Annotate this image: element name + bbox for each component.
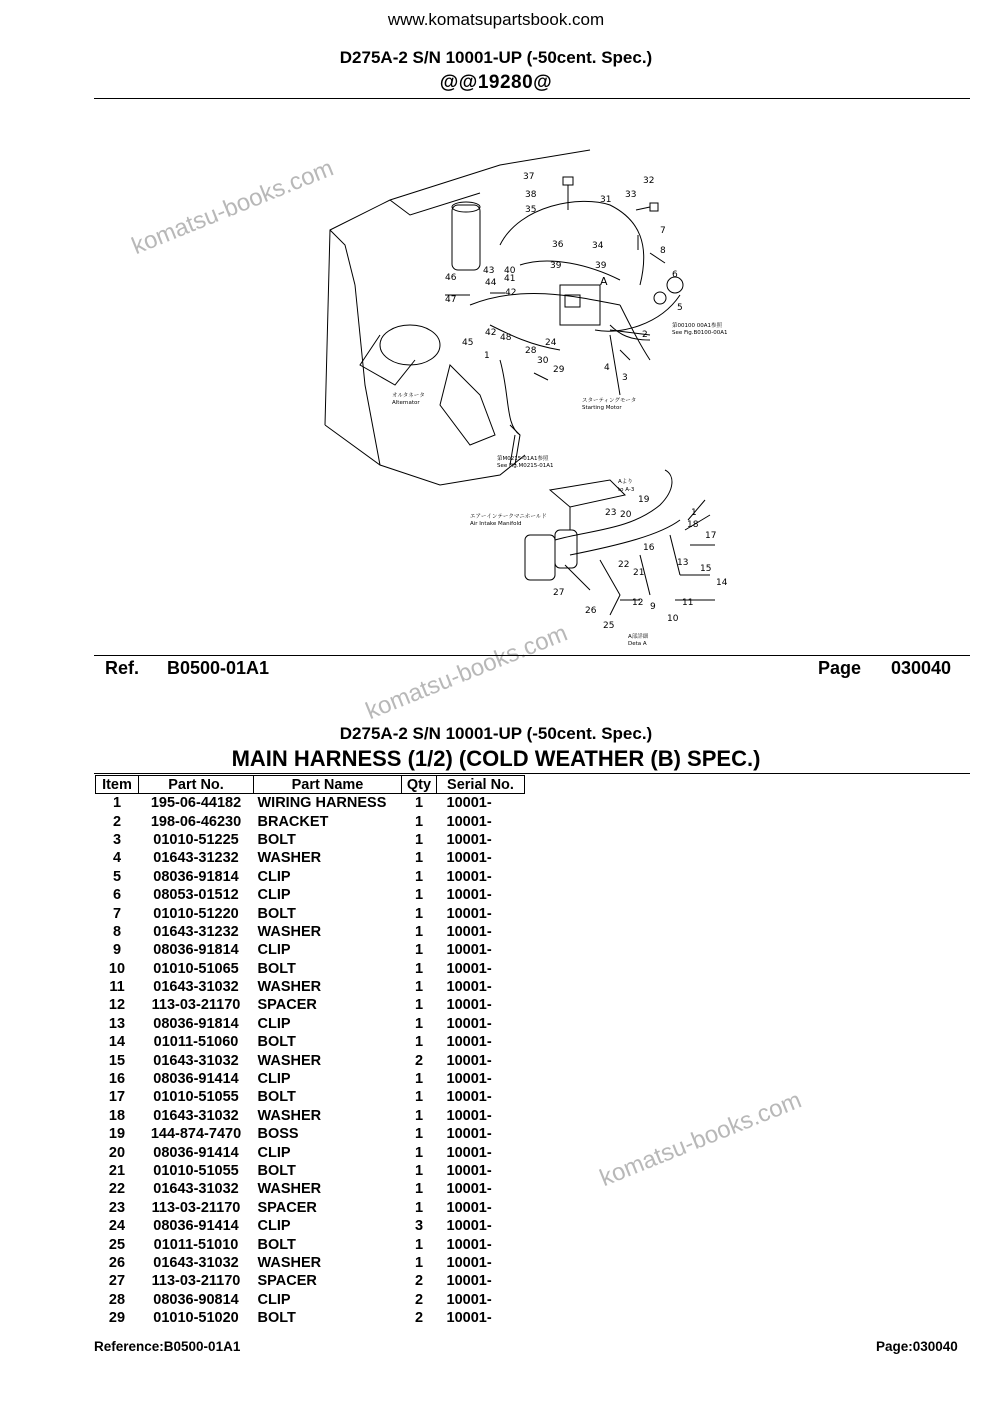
note-alternator-jp: オルタネータ xyxy=(392,393,425,399)
table-row xyxy=(96,1051,525,1069)
cell-part-name: BOLT xyxy=(257,831,296,848)
table-row xyxy=(96,1143,525,1161)
cell-part-no: 08036-91814 xyxy=(153,868,239,885)
site-url: www.komatsupartsbook.com xyxy=(387,10,605,29)
callout-15: 15 xyxy=(700,564,712,574)
callout-18: 18 xyxy=(687,520,699,530)
cell-part-name: CLIP xyxy=(257,887,291,904)
cell-qty: 1 xyxy=(414,1034,424,1051)
table-row xyxy=(96,794,525,813)
cell-qty: 2 xyxy=(414,1273,424,1290)
cell-item: 12 xyxy=(108,997,126,1014)
cell-qty: 1 xyxy=(414,1163,424,1179)
cell-serial-no: 10001- xyxy=(446,1052,492,1069)
cell-part-no: 01010-51055 xyxy=(153,1163,239,1179)
cell-qty: 1 xyxy=(414,960,424,977)
cell-part-name: BOLT xyxy=(257,1034,296,1051)
cell-part-name: CLIP xyxy=(257,1218,291,1235)
cell-qty: 1 xyxy=(414,1015,424,1032)
callout-7: 7 xyxy=(660,226,666,236)
cell-qty: 2 xyxy=(414,1291,424,1308)
cell-part-name: WASHER xyxy=(257,1181,322,1198)
cell-part-name: CLIP xyxy=(257,942,291,959)
callout-16: 16 xyxy=(643,543,655,553)
cell-item: 16 xyxy=(108,1071,126,1088)
page-value: 030040 xyxy=(891,658,952,678)
cell-item: 3 xyxy=(112,831,122,848)
cell-part-no: 01643-31032 xyxy=(153,1052,239,1069)
table-row xyxy=(96,886,525,904)
note-detail-jp: A部詳細 xyxy=(628,634,649,640)
table-row xyxy=(96,812,525,830)
callout-34: 34 xyxy=(592,241,604,251)
note-see-top: See Fig.B0100-00A1 xyxy=(672,330,728,336)
table-row xyxy=(96,996,525,1014)
note-see-bottom: See Fig.M0215-01A1 xyxy=(497,463,554,469)
note-see-top-jp: 第00100 00A1参照 xyxy=(672,323,723,329)
cell-part-no: 08036-91414 xyxy=(153,1144,239,1161)
cell-part-no: 113-03-21170 xyxy=(151,997,241,1014)
table-row xyxy=(96,978,525,996)
table-row xyxy=(96,1088,525,1106)
cell-item: 26 xyxy=(108,1254,126,1271)
cell-serial-no: 10001- xyxy=(446,1218,492,1235)
callout-39b: 39 xyxy=(595,261,607,271)
cell-serial-no: 10001- xyxy=(446,1291,492,1308)
callout-37: 37 xyxy=(523,172,535,182)
table-row xyxy=(96,1180,525,1198)
cell-part-name: CLIP xyxy=(257,1291,291,1308)
callout-42a: 42 xyxy=(505,288,517,298)
cell-qty: 1 xyxy=(414,1254,424,1271)
cell-item: 18 xyxy=(108,1107,126,1124)
table-row xyxy=(96,923,525,941)
cell-qty: 1 xyxy=(414,1236,424,1253)
watermark-bottom: komatsu-books.com xyxy=(596,1086,806,1193)
table-row xyxy=(96,1070,525,1088)
table-row xyxy=(96,1272,525,1290)
cell-item: 11 xyxy=(109,979,125,996)
table-row xyxy=(96,868,525,886)
cell-part-name: BOSS xyxy=(257,1126,299,1143)
cell-part-no: 08036-90814 xyxy=(153,1291,239,1308)
cell-part-no: 01010-51065 xyxy=(153,960,239,977)
cell-item: 2 xyxy=(112,813,122,830)
table-header-row xyxy=(96,776,525,794)
cell-serial-no: 10001- xyxy=(446,1034,492,1051)
callout-48: 48 xyxy=(500,333,512,343)
cell-serial-no: 10001- xyxy=(446,850,492,867)
cell-part-name: WASHER xyxy=(257,1254,322,1271)
table-row xyxy=(96,1254,525,1272)
callout-28: 28 xyxy=(525,346,537,356)
callout-12: 12 xyxy=(632,598,644,608)
cell-qty: 1 xyxy=(414,813,424,830)
cell-qty: 1 xyxy=(414,1071,424,1088)
parts-table-body xyxy=(96,794,525,1328)
col-qty: Qty xyxy=(402,776,437,794)
cell-part-no: 08036-91414 xyxy=(153,1218,239,1235)
cell-part-name: WASHER xyxy=(257,1052,322,1069)
note-detail: Deta A xyxy=(628,641,647,647)
table-row xyxy=(96,1125,525,1143)
note-alternator: Alternator xyxy=(392,400,420,406)
callout-6: 6 xyxy=(672,270,678,280)
col-item: Item xyxy=(96,776,139,794)
callout-4: 4 xyxy=(604,363,610,373)
cell-serial-no: 10001- xyxy=(446,1071,492,1088)
title-rule xyxy=(94,773,970,774)
watermark-middle: komatsu-books.com xyxy=(362,619,572,726)
cell-item: 15 xyxy=(108,1052,126,1069)
cell-serial-no: 10001- xyxy=(446,868,492,885)
cell-qty: 1 xyxy=(414,795,424,812)
cell-qty: 1 xyxy=(414,1181,424,1198)
table-row xyxy=(96,904,525,922)
cell-part-no: 08036-91814 xyxy=(153,1015,239,1032)
cell-part-name: WASHER xyxy=(257,923,322,940)
cell-part-no: 01010-51055 xyxy=(153,1089,239,1106)
callout-23: 23 xyxy=(605,508,617,518)
cell-part-no: 113-03-21170 xyxy=(151,1199,241,1216)
note-starting-motor-jp: スターティングモータ xyxy=(582,398,637,404)
cell-part-name: WASHER xyxy=(257,1107,322,1124)
callout-27: 27 xyxy=(553,588,565,598)
cell-qty: 1 xyxy=(414,850,424,867)
callout-41: 41 xyxy=(504,274,516,284)
cell-serial-no: 10001- xyxy=(446,979,492,996)
callout-26: 26 xyxy=(585,606,597,616)
cell-serial-no: 10001- xyxy=(446,960,492,977)
cell-serial-no: 10001- xyxy=(446,1144,492,1161)
page-label: Page xyxy=(818,658,862,678)
cell-serial-no: 10001- xyxy=(446,887,492,904)
cell-part-name: WASHER xyxy=(257,979,322,996)
cell-part-name: CLIP xyxy=(257,1144,291,1161)
cell-item: 24 xyxy=(108,1218,126,1235)
cell-serial-no: 10001- xyxy=(446,1310,492,1327)
cell-serial-no: 10001- xyxy=(446,1254,492,1271)
col-serial-no: Serial No. xyxy=(437,776,525,794)
callout-32: 32 xyxy=(643,176,655,186)
callout-1b: 1 xyxy=(691,508,697,518)
cell-part-no: 01643-31232 xyxy=(153,923,239,940)
cell-part-name: BOLT xyxy=(257,905,296,922)
callout-17: 17 xyxy=(705,531,717,541)
cell-item: 20 xyxy=(108,1144,126,1161)
cell-item: 5 xyxy=(112,868,122,885)
cell-qty: 2 xyxy=(414,1310,424,1327)
cell-serial-no: 10001- xyxy=(446,942,492,959)
cell-qty: 2 xyxy=(414,1052,424,1069)
callout-44: 44 xyxy=(485,278,497,288)
section-title: MAIN HARNESS (1/2) (COLD WEATHER (B) SPEC.) xyxy=(231,746,761,771)
callout-1a: 1 xyxy=(484,351,490,361)
cell-serial-no: 10001- xyxy=(446,1273,492,1290)
table-row xyxy=(96,1162,525,1180)
cell-serial-no: 10001- xyxy=(446,905,492,922)
footer-reference: Reference:B0500-01A1 xyxy=(94,1339,241,1354)
cell-item: 22 xyxy=(108,1181,126,1198)
cell-part-name: CLIP xyxy=(257,1071,291,1088)
cell-qty: 1 xyxy=(414,831,424,848)
cell-serial-no: 10001- xyxy=(446,1015,492,1032)
callout-33: 33 xyxy=(625,190,637,200)
cell-qty: 1 xyxy=(414,1126,424,1143)
cell-part-no: 01010-51020 xyxy=(153,1310,239,1327)
callout-43: 43 xyxy=(483,266,495,276)
cell-part-no: 01011-51010 xyxy=(153,1236,239,1253)
callout-39a: 39 xyxy=(550,261,562,271)
cell-part-name: BOLT xyxy=(257,1089,296,1106)
callout-10: 10 xyxy=(667,614,679,624)
cell-serial-no: 10001- xyxy=(446,1199,492,1216)
callout-25: 25 xyxy=(603,621,615,631)
callout-9: 9 xyxy=(650,602,656,612)
cell-part-name: BOLT xyxy=(257,960,296,977)
cell-qty: 1 xyxy=(414,942,424,959)
cell-qty: 1 xyxy=(414,868,424,885)
cell-item: 4 xyxy=(112,850,122,867)
note-see-bottom-jp: 第M0215-01A1参照 xyxy=(497,456,549,462)
table-row xyxy=(96,849,525,867)
cell-serial-no: 10001- xyxy=(446,1163,492,1179)
cell-serial-no: 10001- xyxy=(446,1089,492,1106)
cell-item: 1 xyxy=(112,795,122,812)
exploded-parts-diagram xyxy=(320,135,740,655)
col-part-name: Part Name xyxy=(254,776,402,794)
cell-part-name: WIRING HARNESS xyxy=(257,795,387,812)
cell-part-no: 01011-51060 xyxy=(153,1034,239,1051)
callout-A: A xyxy=(600,275,608,288)
callout-30: 30 xyxy=(537,356,549,366)
cell-part-no: 01010-51220 xyxy=(153,905,239,922)
callout-36: 36 xyxy=(552,240,564,250)
callout-31: 31 xyxy=(600,195,612,205)
cell-serial-no: 10001- xyxy=(446,795,492,812)
table-row xyxy=(96,1235,525,1253)
cell-part-no: 01010-51225 xyxy=(153,831,239,848)
cell-item: 28 xyxy=(108,1291,126,1308)
cell-part-no: 01643-31032 xyxy=(153,1107,239,1124)
cell-part-name: CLIP xyxy=(257,1015,291,1032)
footer-page: Page:030040 xyxy=(876,1339,958,1354)
callout-20: 20 xyxy=(620,510,632,520)
cell-qty: 1 xyxy=(414,997,424,1014)
callout-13: 13 xyxy=(677,558,689,568)
model-line-top: D275A-2 S/N 10001-UP (-50cent. Spec.) xyxy=(339,48,653,67)
callout-45: 45 xyxy=(462,338,474,348)
table-row xyxy=(96,1309,525,1327)
cell-part-no: 01643-31032 xyxy=(153,1254,239,1271)
cell-item: 7 xyxy=(112,905,122,922)
cell-part-name: SPACER xyxy=(257,1199,317,1216)
cell-part-name: BRACKET xyxy=(257,813,329,830)
cell-part-no: 01643-31032 xyxy=(153,1181,239,1198)
cell-serial-no: 10001- xyxy=(446,1236,492,1253)
cell-qty: 1 xyxy=(414,887,424,904)
callout-24: 24 xyxy=(545,338,557,348)
watermark-top: komatsu-books.com xyxy=(128,154,338,261)
cell-qty: 3 xyxy=(414,1218,424,1235)
cell-item: 8 xyxy=(112,923,122,940)
callout-19: 19 xyxy=(638,495,650,505)
table-row xyxy=(96,1015,525,1033)
header-rule xyxy=(94,98,970,99)
cell-item: 21 xyxy=(108,1163,126,1179)
table-row xyxy=(96,1199,525,1217)
cell-part-name: BOLT xyxy=(257,1163,296,1179)
callout-2: 2 xyxy=(642,330,648,340)
cell-qty: 1 xyxy=(414,1089,424,1106)
cell-part-no: 113-03-21170 xyxy=(151,1273,241,1290)
table-row xyxy=(96,1291,525,1309)
cell-part-no: 198-06-46230 xyxy=(150,813,242,830)
cell-part-no: 08036-91414 xyxy=(153,1071,239,1088)
cell-part-no: 01643-31232 xyxy=(153,850,239,867)
cell-part-no: 01643-31032 xyxy=(153,979,239,996)
cell-part-name: CLIP xyxy=(257,868,291,885)
table-row xyxy=(96,1217,525,1235)
cell-serial-no: 10001- xyxy=(446,831,492,848)
note-intake: Air Intake Manifold xyxy=(470,521,522,527)
ref-label: Ref. xyxy=(105,658,140,678)
cell-part-no: 195-06-44182 xyxy=(150,795,242,812)
cell-serial-no: 10001- xyxy=(446,1181,492,1198)
cell-part-no: 144-874-7470 xyxy=(150,1126,242,1143)
cell-part-name: BOLT xyxy=(257,1310,296,1327)
cell-part-name: BOLT xyxy=(257,1236,296,1253)
callout-8: 8 xyxy=(660,246,666,256)
callout-21: 21 xyxy=(633,568,645,578)
callout-22: 22 xyxy=(618,560,630,570)
cell-part-name: WASHER xyxy=(257,850,322,867)
cell-item: 14 xyxy=(108,1034,126,1051)
ref-rule xyxy=(94,655,970,656)
callout-38: 38 xyxy=(525,190,537,200)
callout-3: 3 xyxy=(622,373,628,383)
cell-qty: 1 xyxy=(414,979,424,996)
cell-item: 23 xyxy=(108,1199,126,1216)
note-to-a-jp: Aより xyxy=(618,479,633,485)
cell-serial-no: 10001- xyxy=(446,923,492,940)
cell-item: 10 xyxy=(108,960,126,977)
table-row xyxy=(96,1033,525,1051)
callout-35: 35 xyxy=(525,205,537,215)
table-row xyxy=(96,831,525,849)
cell-serial-no: 10001- xyxy=(446,1107,492,1124)
cell-item: 19 xyxy=(108,1126,126,1143)
cell-qty: 1 xyxy=(414,1107,424,1124)
cell-part-name: SPACER xyxy=(257,997,317,1014)
cell-item: 13 xyxy=(108,1015,126,1032)
cell-serial-no: 10001- xyxy=(446,997,492,1014)
cell-qty: 1 xyxy=(414,1144,424,1161)
cell-qty: 1 xyxy=(414,1199,424,1216)
cell-item: 9 xyxy=(112,942,122,959)
callout-29: 29 xyxy=(553,365,565,375)
callout-5: 5 xyxy=(677,303,683,313)
table-row xyxy=(96,941,525,959)
note-to-a: to A-3 xyxy=(618,487,635,493)
cell-serial-no: 10001- xyxy=(446,813,492,830)
cell-item: 27 xyxy=(108,1273,126,1290)
parts-table xyxy=(95,775,525,1327)
cell-part-no: 08036-91814 xyxy=(153,942,239,959)
cell-part-no: 08053-01512 xyxy=(153,887,239,904)
catalog-code: @@19280@ xyxy=(439,72,553,93)
col-part-no: Part No. xyxy=(139,776,254,794)
callout-42b: 42 xyxy=(485,328,497,338)
ref-value: B0500-01A1 xyxy=(167,658,270,678)
callout-46: 46 xyxy=(445,273,457,283)
table-row xyxy=(96,1107,525,1125)
cell-part-name: SPACER xyxy=(257,1273,317,1290)
callout-40: 40 xyxy=(504,266,516,276)
table-row xyxy=(96,960,525,978)
callout-11: 11 xyxy=(682,598,694,608)
callout-14: 14 xyxy=(716,578,728,588)
note-intake-jp: エアーインテークマニホールド xyxy=(470,514,547,520)
note-starting-motor: Starting Motor xyxy=(582,405,622,411)
model-line-section: D275A-2 S/N 10001-UP (-50cent. Spec.) xyxy=(339,724,653,743)
callout-47: 47 xyxy=(445,295,457,305)
cell-item: 25 xyxy=(108,1236,126,1253)
cell-serial-no: 10001- xyxy=(446,1126,492,1143)
cell-item: 29 xyxy=(108,1310,126,1327)
cell-qty: 1 xyxy=(414,923,424,940)
cell-qty: 1 xyxy=(414,905,424,922)
cell-item: 17 xyxy=(108,1089,126,1106)
cell-item: 6 xyxy=(112,887,122,904)
